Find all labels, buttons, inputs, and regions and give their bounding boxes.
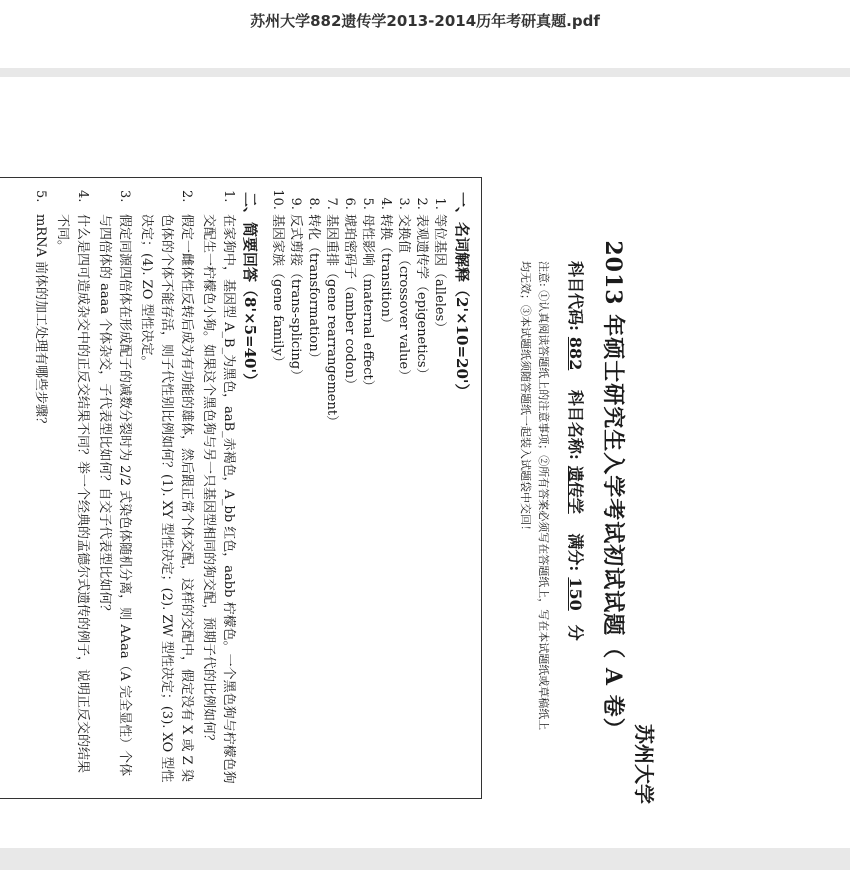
question-frame	[0, 177, 482, 799]
page-separator-top	[0, 68, 850, 77]
question-item: 3. 假定同源四倍体在形成配子的减数分裂时为 2/2 式染色体随机分离，则 AAaa（A 完全显性）个体与四倍体的 aaaa 个体杂交，子代表型比如何？自交子代表型比如何？	[97, 190, 132, 777]
question-item: 1. 在家狗中，基因型 A_B_为黑色，aaB_赤褐色，A_bb 红色，aabb 柠檬色。一个黑色狗与柠檬色狗交配生一柠檬色小狗。如果这个黑色狗与另一只基因型相同的狗交配，预期子代的比例如何？	[201, 190, 236, 784]
exam-notice	[516, 261, 552, 801]
full-score: 150	[566, 577, 585, 611]
page-separator-bottom	[0, 848, 850, 870]
term-list	[269, 178, 448, 798]
subject-code-label: 科目代码:	[566, 261, 585, 331]
pdf-page	[0, 77, 850, 848]
notice-line-2: 均无效；③本试题纸须随答题纸一起装入试题袋中交回！	[519, 261, 532, 536]
subject-code: 882	[566, 336, 585, 371]
viewer-topbar	[0, 0, 850, 40]
term-item: 5. 母性影响（maternal effect）	[359, 214, 376, 798]
full-score-label: 满分:	[566, 533, 585, 572]
subject-row	[565, 261, 588, 801]
exam-title: 2013 年硕士研究生入学考试初试试题（ A 卷）	[600, 240, 626, 741]
document-title: 苏州大学882遗传学2013-2014历年考研真题.pdf	[250, 12, 600, 30]
term-item: 2. 表观遗传学（epigenetics）	[413, 214, 430, 798]
section-1-title: 一、名词解释（2'×10=20'）	[453, 192, 471, 399]
exam-sheet	[0, 177, 660, 804]
term-item: 3. 交换值（crossover value）	[395, 214, 412, 798]
subject-name-label: 科目名称:	[566, 389, 585, 460]
university-name: 苏州大学	[632, 724, 656, 804]
term-item: 4. 转换（transition）	[377, 214, 394, 798]
notice-line-1: 注意: ①认真阅读答题纸上的注意事项；②所有答案必须写在答题纸上，写在本试题纸或草稿纸上	[537, 261, 550, 731]
term-item: 9. 反式剪接（trans-splicing）	[287, 214, 304, 798]
question-item: 2. 假定一雌体性反转后成为有功能的雄体，然后跟正常个体交配，这样的交配中，假定没有 X 或 Z 染色体的个体不能存活，则子代性别比例如何？(1). XY 型性决定；(2). ZW 型性决定；(3). XO 型性决定；(4). ZO 型性决定。	[139, 190, 194, 783]
full-score-unit: 分	[566, 624, 585, 641]
term-item: 10. 基因家族（gene family）	[269, 214, 286, 798]
subject-name: 遗传学	[566, 465, 585, 514]
question-item: 5. mRNA 前体的加工处理有哪些步骤？	[33, 190, 48, 431]
term-item: 7. 基因重排（gene rearrangement）	[323, 214, 340, 798]
term-item: 8. 转化（transformation）	[305, 214, 322, 798]
term-item: 6. 琥珀密码子（amber codon）	[341, 214, 358, 798]
section-2-title: 二、简要回答（8'×5=40'）	[241, 192, 259, 389]
question-item: 4. 什么是四可造成杂交中的正反交结果不同？举一个经典的孟德尔式遗传的例子，说明正反交的结果不同。	[55, 190, 90, 774]
term-item: 1. 等位基因（alleles）	[431, 214, 448, 798]
